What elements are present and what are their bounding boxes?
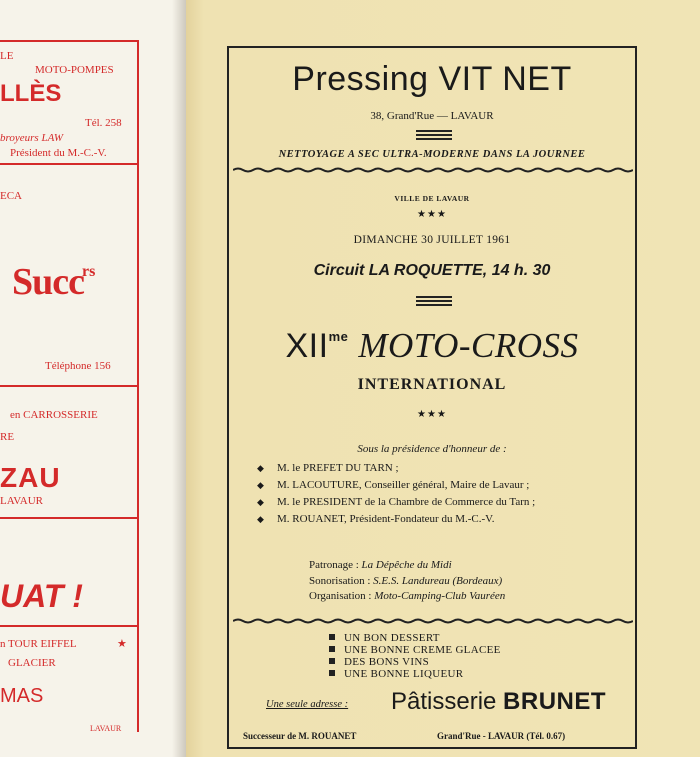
presidency-heading: Sous la présidence d'honneur de : [357,443,507,455]
event-date: DIMANCHE 30 JUILLET 1961 [353,234,511,246]
patisserie-items [329,632,501,680]
left-text: ECA [0,190,22,202]
credit-line [309,558,505,574]
left-text: LAVAUR [90,724,122,733]
pressing-address: 38, Grand'Rue — LAVAUR [370,110,494,122]
event-subtitle: INTERNATIONAL [357,376,507,393]
left-text: GLACIER [8,657,56,669]
credit-label: Organisation : [309,590,375,602]
left-divider [0,385,139,387]
patisserie-item: DES BONS VINS [344,656,429,668]
left-text: UAT ! [0,578,83,614]
honoree-name: M. le PREFET DU TARN ; [277,462,399,474]
event-title-sup: me [328,329,349,344]
left-text: n TOUR EIFFEL [0,638,77,650]
list-item [257,511,535,528]
patisserie-item: UNE BONNE CREME GLACEE [344,644,501,656]
left-text: ZAU [0,462,61,493]
pressing-title: Pressing VIT NET [292,60,572,98]
page-spine-shadow [172,0,186,757]
event-title-name: MOTO-CROSS [358,326,579,365]
pressing-tagline: NETTOYAGE A SEC ULTRA-MODERNE DANS LA JOURNEE [278,149,586,160]
event-circuit: Circuit LA ROQUETTE, 14 h. 30 [313,262,551,279]
list-item [257,494,535,511]
credit-label: Sonorisation : [309,574,374,587]
right-page [186,0,700,757]
left-divider [0,625,139,627]
list-item [257,477,535,494]
program-frame [227,46,637,749]
honoree-list [257,460,535,528]
left-text: LLÈS [0,80,62,107]
credit-value: La Dépêche du Midi [361,559,452,571]
list-item [329,656,501,668]
credit-label: Patronage : [309,559,362,571]
ornament-lines [416,130,452,142]
square-bullet-icon [329,658,335,664]
list-item [329,668,501,680]
credit-line [309,574,505,590]
left-text: Tél. 258 [85,117,122,129]
left-page [0,0,186,757]
left-text: Président du M.-C.-V. [10,147,107,159]
event-title-roman: XII [285,327,329,365]
left-text: MAS [0,685,44,707]
left-divider [0,163,139,165]
square-bullet-icon [329,634,335,640]
left-text: LE [0,50,14,62]
left-text: en CARROSSERIE [10,409,98,421]
shop-name-prefix: Pâtisserie [391,688,497,715]
left-divider [0,40,139,42]
wavy-divider [233,618,633,624]
diamond-bullet-icon: ◆ [257,463,264,473]
list-item [329,632,501,644]
left-text: rs [82,263,96,280]
list-item [257,460,535,477]
credit-line [309,589,505,605]
left-text: broyeurs LAW [0,132,64,144]
honoree-name: M. LACOUTURE, Conseiller général, Maire de Lavaur ; [277,479,530,491]
shop-address: Grand'Rue - LAVAUR (Tél. 0.67) [437,731,566,741]
star-icon: ★ [117,638,127,650]
left-divider [0,517,139,519]
event-credits [309,558,505,605]
diamond-bullet-icon: ◆ [257,497,264,507]
left-text: RE [0,431,15,443]
square-bullet-icon [329,670,335,676]
left-text: Téléphone 156 [45,360,111,372]
list-item [329,644,501,656]
wavy-divider [233,167,633,173]
honoree-name: M. le PRESIDENT de la Chambre de Commerce du Tarn ; [277,496,536,508]
shop-name [391,688,606,716]
shop-name-main: BRUNET [503,688,607,715]
address-intro: Une seule adresse : [266,699,349,710]
shop-successor: Successeur de M. ROUANET [243,731,357,741]
credit-value: Moto-Camping-Club Vauréen [374,590,506,602]
stars-ornament: ★★★ [417,209,447,220]
ornament-lines [416,296,452,308]
stars-ornament: ★★★ [417,409,447,420]
diamond-bullet-icon: ◆ [257,514,264,524]
square-bullet-icon [329,646,335,652]
left-text: MOTO-POMPES [35,64,114,76]
diamond-bullet-icon: ◆ [257,480,264,490]
honoree-name: M. ROUANET, Président-Fondateur du M.-C.-V. [277,513,495,525]
patisserie-item: UNE BONNE LIQUEUR [344,668,464,680]
patisserie-item: UN BON DESSERT [344,632,440,644]
city-name: VILLE DE LAVAUR [394,194,470,203]
credit-value: S.E.S. Landureau (Bordeaux) [373,574,503,587]
left-text: Succ [12,261,84,303]
event-title [229,326,635,366]
left-text: LAVAUR [0,495,43,507]
